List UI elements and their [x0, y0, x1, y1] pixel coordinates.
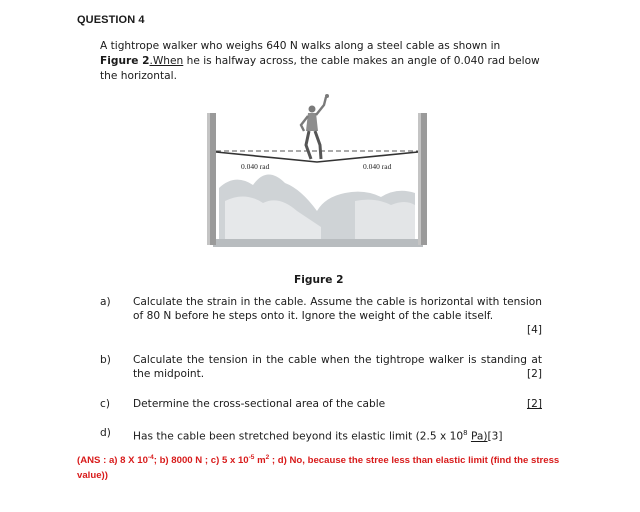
question-d-unit: Pa) — [470, 430, 488, 443]
question-d-label: d) — [100, 427, 111, 439]
figure-reference: Figure 2 — [100, 55, 150, 67]
question-a — [100, 295, 542, 339]
tightrope-figure — [205, 93, 430, 255]
figure-caption: Figure 2 — [294, 274, 344, 286]
question-b-text: Calculate the tension in the cable when the tightrope walker is standing at the midpoint. — [133, 354, 542, 380]
question-c — [100, 397, 542, 413]
question-a-marks: [4] — [526, 324, 542, 336]
right-angle-label: 0.040 rad — [363, 162, 392, 171]
answer-key — [77, 450, 567, 483]
answer-a: (ANS : a) 8 X 10 — [77, 455, 148, 467]
question-d-exponent: 8 — [463, 429, 468, 437]
answer-b-c: ; b) 8000 N ; c) 5 x 10 — [153, 455, 249, 467]
question-c-label: c) — [100, 398, 110, 410]
answer-a-exponent: -4 — [147, 454, 154, 461]
question-d-text-main: Has the cable been stretched beyond its elastic limit (2.5 x 10 — [133, 430, 464, 443]
question-d — [100, 426, 542, 442]
question-a-text: Calculate the strain in the cable. Assume the cable is horizontal with tension of 80 N before he steps onto it. Ignore the weight of the cable itself. — [133, 296, 542, 322]
question-d-text — [133, 426, 553, 444]
question-intro — [100, 39, 542, 84]
question-b — [100, 353, 542, 383]
question-d-marks: [3] — [487, 430, 503, 443]
answer-c-exponent: -5 — [248, 454, 255, 461]
question-c-text: Determine the cross-sectional area of the cable — [133, 398, 386, 410]
cloud-highlight-right — [355, 200, 415, 243]
answer-c-unit: m — [254, 455, 266, 467]
question-b-marks: [2] — [526, 368, 542, 380]
question-heading: QUESTION 4 — [77, 14, 145, 26]
when-link[interactable]: .When — [149, 55, 184, 67]
question-b-label: b) — [100, 354, 111, 366]
answer-c-unit-exponent: 2 — [265, 454, 270, 461]
question-a-label: a) — [100, 296, 111, 308]
answer-d: ; d) No, because the stree less than elastic limit (find the stress value)) — [77, 455, 560, 482]
intro-text-2: he is halfway across, the cable makes an angle of 0.040 rad below the horizontal. — [100, 55, 540, 82]
question-c-marks: [2] — [526, 398, 542, 410]
left-angle-label: 0.040 rad — [241, 162, 270, 171]
ground-strip — [213, 239, 423, 247]
intro-text-1: A tightrope walker who weighs 640 N walks along a steel cable as shown in — [100, 40, 501, 52]
